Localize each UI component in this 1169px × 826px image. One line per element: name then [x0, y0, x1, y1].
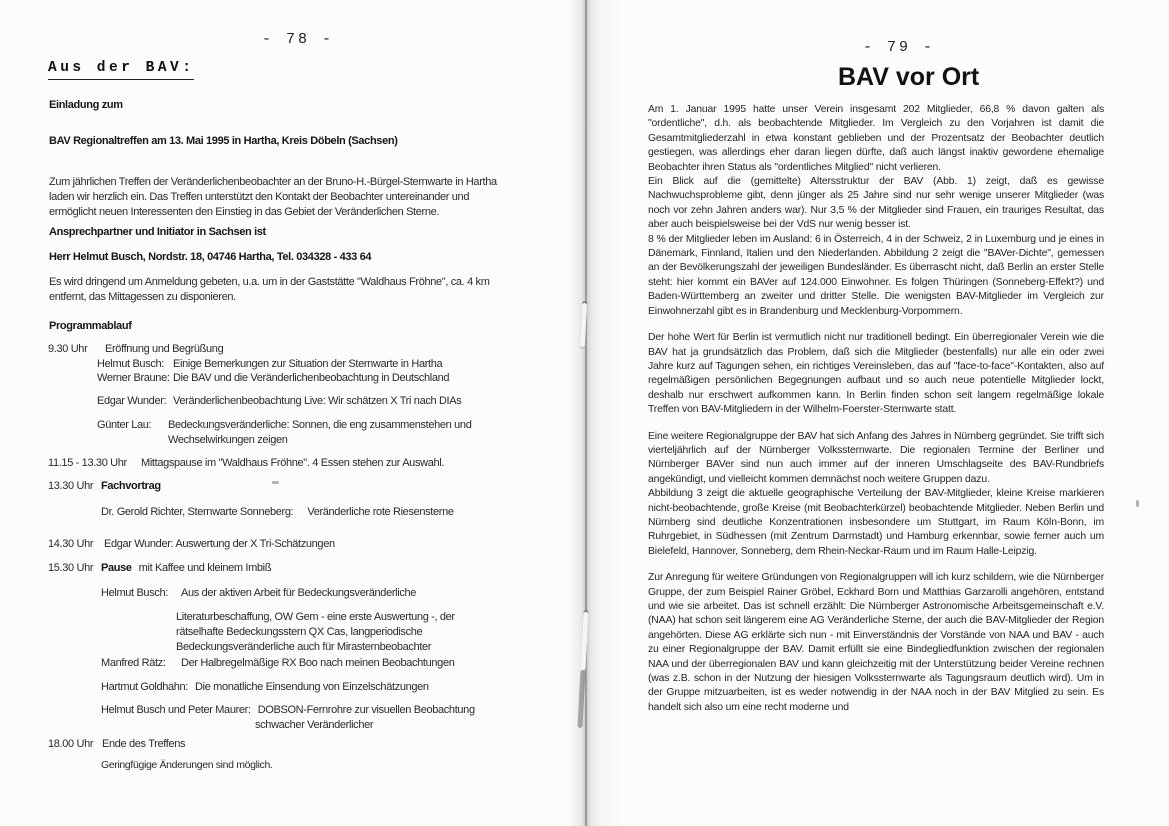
talk-title: DOBSON-Fernrohre zur visuellen Beobachtung	[257, 704, 475, 716]
page-gutter-shadow	[569, 0, 627, 826]
program-label: Programmablauf	[49, 320, 132, 332]
gutter-tear-artifact	[580, 612, 588, 670]
talk-row	[97, 358, 442, 370]
event-title: BAV Regionaltreffen am 13. Mai 1995 in Hartha, Kreis Döbeln (Sachsen)	[49, 135, 398, 147]
schedule-time-closing: 18.00 Uhr	[48, 738, 94, 750]
article-title: BAV vor Ort	[838, 63, 980, 91]
talk-title-line: Bedeckungsveränderliche: Sonnen, die eng zusammenstehen und	[168, 419, 472, 431]
talk-row	[101, 657, 454, 669]
talk-title: Aus der aktiven Arbeit für Bedeckungsveränderliche	[181, 587, 417, 599]
talk-title: Die BAV und die Veränderlichenbeobachtung in Deutschland	[173, 372, 450, 384]
schedule-text-closing: Ende des Treffens	[102, 738, 186, 750]
lecture-title: Veränderliche rote Riesensterne	[307, 506, 454, 518]
talk-speaker: Manfred Rätz:	[101, 657, 166, 669]
talk-speaker: Edgar Wunder:	[97, 395, 167, 407]
schedule-time-lecture: 13.30 Uhr	[48, 480, 94, 492]
intro-line-2: laden wir herzlich ein. Das Treffen unterstützt den Kontakt der Beobachter untereinander und	[49, 191, 470, 203]
schedule-time-afternoon: 14.30 Uhr	[48, 538, 94, 550]
talk-title: Einige Bemerkungen zur Situation der Sternwarte in Hartha	[173, 358, 443, 370]
invitation-label: Einladung zum	[49, 99, 123, 111]
body-paragraph: Am 1. Januar 1995 hatte unser Verein insgesamt 202 Mitglieder, 66,8 % davon galten als "ordentliche", d.h. als beobachtende Mitglieder. Im Vergleich zu den Vorjahren ist damit die Gesamtmitgliederzahl in etwa konstant geblieben und der Prozentsatz der Beobachter deutlich gestiegen, was allerdings eher daran liegen dürfte, daß auch längst inaktiv gewordene ehemalige Beobachter ihren Status als "ordentliches Mitglied" nicht verlieren.	[648, 104, 1104, 173]
scan-speck	[272, 481, 279, 484]
talk-title-line: Wechselwirkungen zeigen	[168, 434, 288, 446]
section-heading: Aus der BAV:	[48, 60, 194, 80]
body-paragraph: Abbildung 3 zeigt die aktuelle geographische Verteilung der BAV-Mitglieder, kleine Kreise markieren nicht-beobachtende, große Kreise (mit Beobachterkürzel) beobachtende Mitglieder. Neben Berlin und Nürnberg sind deutliche Konzentrationen insbesondere um Stuttgart, im Raum Köln-Bonn, im Ruhrgebiet, in Südhessen (mit Zentrum Darmstadt) und Hamburg erkennbar, sowie ferner auch um Bielefeld, Hannover, Sonneberg, dem Rhein-Neckar-Raum und im Raum Halle-Leipzig.	[648, 488, 1104, 557]
talk-row	[101, 681, 429, 693]
footnote: Geringfügige Änderungen sind möglich.	[101, 759, 273, 771]
talk-detail-line: Bedeckungsveränderliche auch für Mirasternbeobachter	[176, 641, 432, 653]
schedule-title-opening: Eröffnung und Begrüßung	[105, 343, 224, 355]
body-paragraph: Der hohe Wert für Berlin ist vermutlich nicht nur traditionell bedingt. Ein überregionaler Verein wie die BAV hat ja grundsätzlich das Problem, daß sich die Mitglieder (bestenfalls) nur alle ein oder zwei Jahre kurz auf Tagungen sehen, ein richtiges Vereinsleben, das auf "face-to-face"-Kontakten, also auf regelmäßigen persönlichen Begegnungen aufbaut und so auch neue potentielle Mitglieder lockt, deshalb nur erschwert aufkommen kann. In Berlin finden schon seit langem regelmäßige lokale Treffen von BAV-Mitgliedern in der Wilhelm-Foerster-Sternwarte statt.	[648, 332, 1104, 416]
registration-line-1: Es wird dringend um Anmeldung gebeten, u.a. um in der Gaststätte "Waldhaus Fröhne", ca. 4 km	[49, 276, 490, 288]
talk-speaker: Hartmut Goldhahn:	[101, 681, 188, 693]
talk-row	[97, 372, 449, 384]
registration-line-2: entfernt, das Mittagessen zu disponieren.	[49, 291, 236, 303]
talk-speaker: Helmut Busch:	[97, 358, 164, 370]
talk-speaker: Werner Braune:	[97, 372, 170, 384]
talk-speaker: Helmut Busch und Peter Maurer:	[101, 704, 251, 716]
lecture-speaker: Dr. Gerold Richter, Sternwarte Sonneberg:	[101, 506, 294, 518]
talk-row	[101, 587, 416, 599]
page-number-left: - 78 -	[262, 31, 335, 48]
contact-label: Ansprechpartner und Initiator in Sachsen ist	[49, 226, 266, 238]
schedule-time-opening: 9.30 Uhr	[48, 343, 88, 355]
body-paragraph: Eine weitere Regionalgruppe der BAV hat sich Anfang des Jahres in Nürnberg gegründet. Sie trifft sich vierteljährlich auf der Nürnberger Volkssternwarte. Die regionalen Termine der Berliner und Nürnberger BAVer sind nun auch immer auf der inneren Umschlagseite des BAV-Rundbriefs angekündigt, und vielleicht kommen demnächst noch weitere Gruppen dazu.	[648, 430, 1104, 485]
schedule-text-lunch: Mittagspause im "Waldhaus Fröhne". 4 Essen stehen zur Auswahl.	[141, 457, 445, 469]
talk-row	[101, 704, 475, 716]
schedule-row-coffee	[101, 562, 271, 574]
talk-title: Die monatliche Einsendung von Einzelschätzungen	[195, 681, 429, 693]
schedule-time-coffee: 15.30 Uhr	[48, 562, 94, 574]
intro-line-1: Zum jährlichen Treffen der Veränderlichenbeobachter an der Bruno-H.-Bürgel-Sternwarte in Hartha	[49, 176, 497, 188]
talk-title-line: schwacher Veränderlicher	[255, 719, 374, 731]
talk-detail-line: Literaturbeschaffung, OW Gem - eine erste Auswertung -, der	[176, 611, 455, 623]
coffee-label: Pause	[101, 562, 132, 574]
body-paragraph: Zur Anregung für weitere Gründungen von Regionalgruppen will ich kurz schildern, wie die Nürnberger Gruppe, der zum Beispiel Rainer Gröbel, Eckhard Born und Matthias Garzarolli angehören, entstand und wie sie arbeitet. Das ist schnell erzählt: Die Nürnberger Astronomische Arbeitsgemeinschaft e.V. (NAA) hat schon seit längerem eine AG Veränderliche Sterne, der auch die BAV-Mitglieder der Region angehörten. Diese AG erklärte sich nun - mit Einverständnis der Vorstände von NAA und BAV - auch zu einer Regionalgruppe der BAV. Damit erfüllt sie eine Bindegliedfunktion zwischen der regionalen NAA und der überregionalen BAV und kann gleichzeitig mit der Unterstützung beider Vereine rechnen (was z.B. schon in der Nutzung der hiesigen Volkssternwarte als Tagungsraum deutlich wird). Um in der Gruppe mitzuarbeiten, ist es weder notwendig in der NAA noch in der BAV Mitglied zu sein. Es handelt sich also um eine recht moderne und	[648, 572, 1104, 713]
talk-row	[97, 395, 461, 407]
page-number-right: - 79 -	[863, 39, 936, 56]
article-body	[648, 103, 1104, 715]
talk-title: Der Halbregelmäßige RX Boo nach meinen Beobachtungen	[181, 657, 455, 669]
talk-speaker: Helmut Busch:	[101, 587, 168, 599]
talk-detail-line: rätselhafte Bedeckungsstern QX Cas, langperiodische	[176, 626, 423, 638]
lecture-row	[101, 506, 454, 518]
scan-speck	[1136, 500, 1139, 507]
talk-speaker: Günter Lau:	[97, 419, 152, 431]
intro-line-3: ermöglicht neuen Interessenten den Einstieg in das Gebiet der Veränderlichen Sterne.	[49, 206, 440, 218]
body-paragraph: Ein Blick auf die (gemittelte) Altersstruktur der BAV (Abb. 1) zeigt, daß es gewisse Nachwuchsprobleme gibt, denn jünger als 25 Jahre sind nur sehr wenige unserer Mitglieder (was noch vor zehn Jahren anders war). Nur 3,5 % der Mitglieder sind Frauen, ein trauriges Resultat, das aber auch beispielsweise bei der VdS nur wenig besser ist.	[648, 176, 1104, 231]
coffee-text: mit Kaffee und kleinem Imbiß	[138, 562, 272, 574]
schedule-text-afternoon: Edgar Wunder: Auswertung der X Tri-Schätzungen	[104, 538, 335, 550]
schedule-time-lunch: 11.15 - 13.30 Uhr	[48, 457, 127, 469]
body-paragraph: 8 % der Mitglieder leben im Ausland: 6 in Österreich, 4 in der Schweiz, 2 in Luxemburg und je eines in Dänemark, Finnland, Italien und den Niederlanden. Abbildung 2 zeigt die "BAVer-Dichte", gemessen an der Bevölkerungszahl der jeweiligen Bundesländer. Es überrascht nicht, daß Berlin an erster Stelle steht: hier kommt ein BAVer auf 124.000 Einwohner. Es folgen Thüringen (Sonneberg-Effekt?) und Baden-Württemberg an zweiter und dritter Stelle. Die wenigsten BAV-Mitglieder im Vergleich zur Einwohnerzahl gibt es in Brandenburg und Mecklenburg-Vorpommern.	[648, 233, 1104, 317]
schedule-label-lecture: Fachvortrag	[101, 480, 161, 492]
gutter-tear-artifact	[580, 303, 587, 347]
talk-title: Veränderlichenbeobachtung Live: Wir schätzen X Tri nach DIAs	[173, 395, 462, 407]
contact-line: Herr Helmut Busch, Nordstr. 18, 04746 Hartha, Tel. 034328 - 433 64	[49, 251, 372, 263]
